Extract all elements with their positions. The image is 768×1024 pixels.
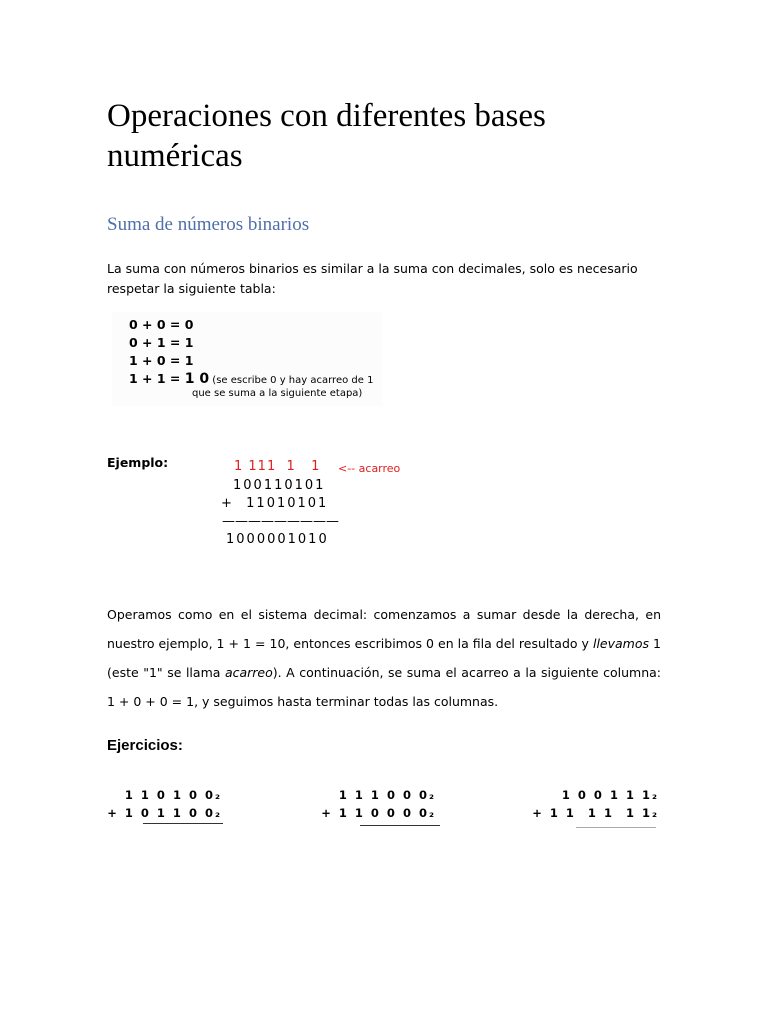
page-title: Operaciones con diferentes bases numéricas bbox=[107, 98, 546, 174]
sum-result: 1000001010 bbox=[226, 532, 329, 547]
carry-digits: 1 111 1 1 bbox=[234, 459, 321, 474]
explanation-italic: llevamos bbox=[592, 636, 650, 651]
table-row: 0 + 0 = 0 bbox=[129, 317, 194, 332]
table-row-note-continued: que se suma a la siguiente etapa) bbox=[192, 388, 363, 399]
exercise-2-top: 1 1 1 0 0 0₂ bbox=[338, 788, 436, 802]
exercise-3-top: 1 0 0 1 1 1₂ bbox=[561, 788, 659, 802]
exercise-3-rule bbox=[576, 827, 656, 828]
sum-rule: ————————— bbox=[222, 514, 339, 529]
example-label: Ejemplo: bbox=[107, 455, 169, 470]
table-row-note: (se escribe 0 y hay acarreo de 1 bbox=[209, 375, 374, 386]
exercise-1-top: 1 1 0 1 0 0₂ bbox=[124, 788, 222, 802]
exercise-3-bottom: + 1 1 1 1 1 1₂ bbox=[532, 806, 659, 820]
addend-2: + 11010101 bbox=[221, 496, 329, 511]
table-row bbox=[129, 371, 373, 387]
table-row-result: 1 0 bbox=[184, 371, 210, 387]
table-row-lhs: 1 + 1 = bbox=[129, 371, 185, 386]
addition-table bbox=[112, 312, 382, 406]
table-row: 1 + 0 = 1 bbox=[129, 353, 194, 368]
exercise-2-rule bbox=[360, 825, 440, 826]
exercises-heading: Ejercicios: bbox=[107, 737, 183, 754]
explanation-text: Operamos como en el sistema decimal: comenzamos a sumar desde la derecha, en nuestro ejemplo, 1 + 1 = 10, entonces escribimos 0 en la fila del resultado y bbox=[107, 607, 661, 651]
carry-note: <-- acarreo bbox=[338, 462, 401, 475]
section-heading: Suma de números binarios bbox=[107, 214, 310, 235]
explanation-text: ). A continuación, se suma el acarreo a la siguiente columna: 1 + 0 + 0 = 1, y seguimos hasta terminar todas las columnas. bbox=[107, 665, 661, 709]
exercise-2-bottom: + 1 1 0 0 0 0₂ bbox=[321, 806, 436, 820]
addend-1: 100110101 bbox=[233, 478, 326, 493]
exercise-1-bottom: + 1 0 1 1 0 0₂ bbox=[107, 806, 222, 820]
exercise-1-rule bbox=[143, 823, 223, 824]
explanation-text: 1 (este "1" se llama bbox=[107, 636, 661, 680]
explanation-paragraph bbox=[107, 600, 661, 716]
table-row: 0 + 1 = 1 bbox=[129, 335, 194, 350]
explanation-italic: acarreo bbox=[224, 665, 273, 680]
intro-paragraph: La suma con números binarios es similar a la suma con decimales, solo es necesario respetar la siguiente tabla: bbox=[107, 261, 638, 296]
